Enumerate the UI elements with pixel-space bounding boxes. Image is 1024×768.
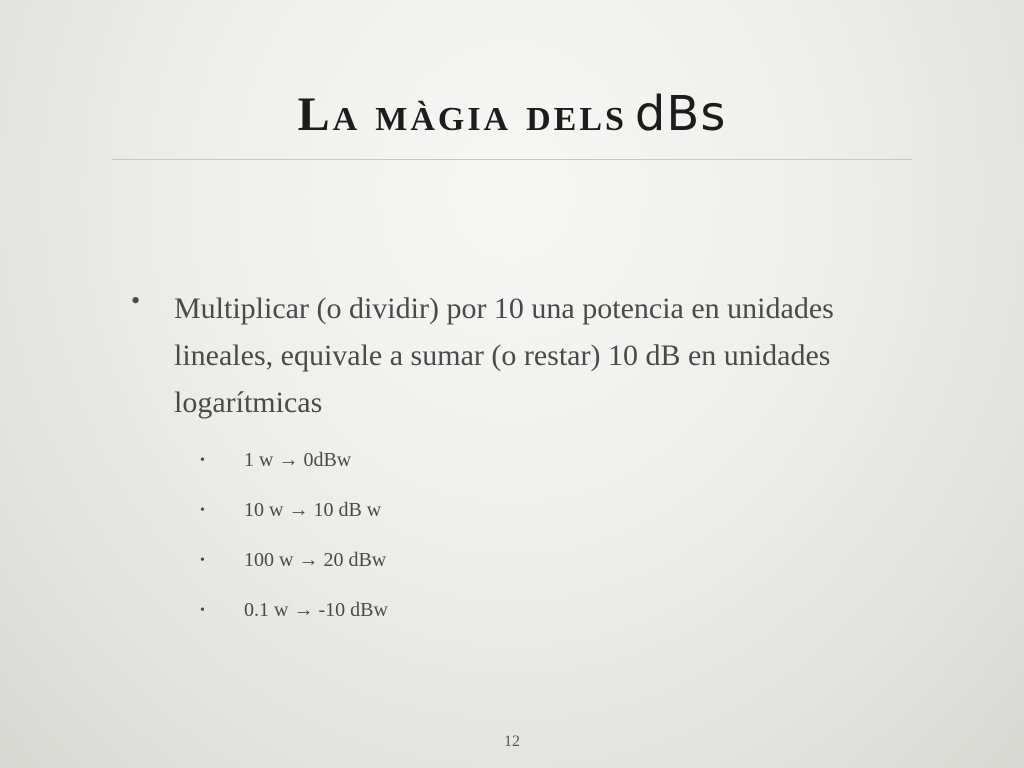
page-number: 12 [504,733,520,750]
bullet-dot-icon: • [200,553,205,568]
title-plain-part: dBs [634,86,727,142]
bullet-dot-icon: • [200,503,205,518]
bullet-dot-icon: • [200,453,205,468]
sub-bullet-text: 0.1 w → -10 dBw [244,599,388,621]
sub-bullet-text: 1 w → 0dBw [244,449,352,471]
main-bullet-text: Multiplicar (o dividir) por 10 una potencia en unidades lineales, equivale a sumar (o restar) 10 dB en unidades logarítmicas [174,292,834,419]
sub-bullet-text: 100 w → 20 dBw [244,549,387,571]
sub-bullet-item [200,546,388,596]
slide-title [0,84,1024,145]
sub-bullet-item [200,596,388,646]
sub-bullet-list [200,446,388,646]
title-divider [112,159,912,160]
sub-bullet-item [200,446,388,496]
sub-bullet-item [200,496,388,546]
title-smallcaps-part: La màgia dels [297,88,627,141]
bullet-dot-icon: • [131,286,141,315]
bullet-dot-icon: • [200,603,205,618]
sub-bullet-text: 10 w → 10 dB w [244,499,382,521]
